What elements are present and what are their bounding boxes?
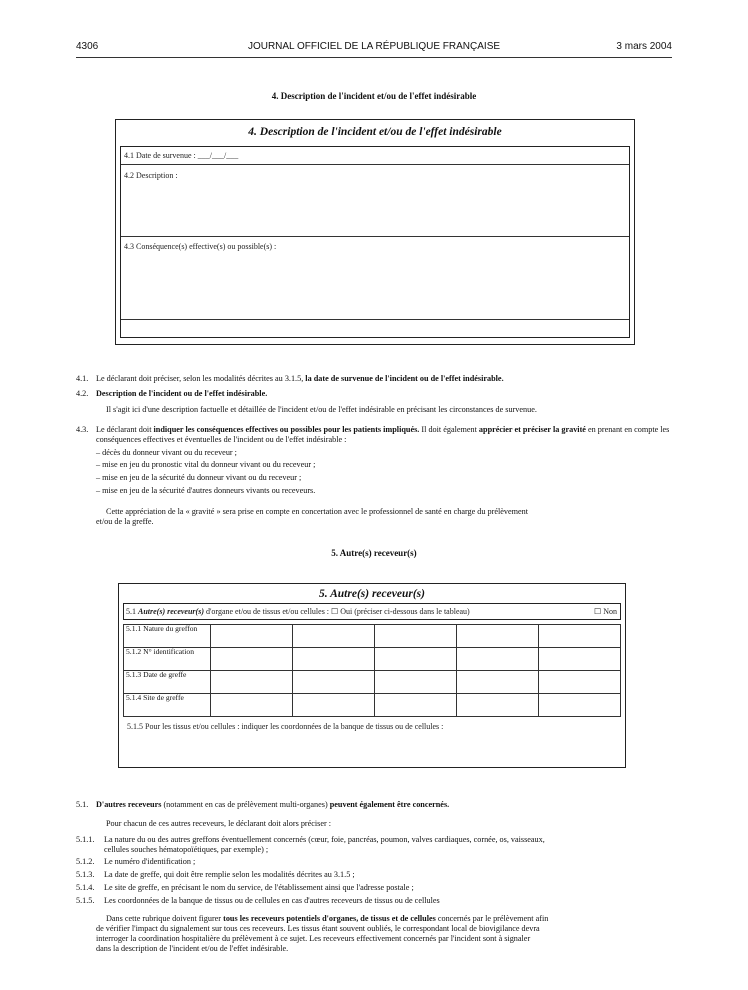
final-paragraph-line: dans la description de l'incident et/ou de l'effet indésirable. <box>96 944 289 953</box>
row-label: 5.1.2 N° identification <box>124 648 211 671</box>
journal-title: JOURNAL OFFICIEL DE LA RÉPUBLIQUE FRANÇAISE <box>247 41 501 52</box>
item-num: 5.1.1. <box>76 835 95 844</box>
gravite-note-cont: et/ou de la greffe. <box>96 517 154 526</box>
page-number: 4306 <box>76 41 99 52</box>
field-consequences: 4.3 Conséquence(s) effective(s) ou possible(s) : <box>124 242 277 251</box>
item-num: 5.1.4. <box>76 883 95 892</box>
gravite-note: Cette appréciation de la « gravité » sera prise en compte en concertation avec le professionnel de santé en charge du prélèvement <box>106 507 529 516</box>
table-row <box>124 694 621 717</box>
field-description: 4.2 Description : <box>124 171 178 180</box>
note-5-intro: Pour chacun de ces autres receveurs, le déclarant doit alors préciser : <box>106 819 332 828</box>
row-5-1-5: 5.1.5 Pour les tissus et/ou cellules : indiquer les coordonnées de la banque de tissus ou de cellules : <box>127 722 444 731</box>
list-item: La date de greffe, qui doit être remplie selon les modalités décrites au 3.1.5 ; <box>104 870 355 879</box>
bullet-item: – mise en jeu de la sécurité du donneur vivant ou du receveur ; <box>96 473 302 482</box>
section4-form-fields <box>120 146 630 338</box>
recipients-table <box>123 624 621 717</box>
note-4-1: Le déclarant doit préciser, selon les modalités décrites au 3.1.5, la date de survenue de l'incident ou de l'effet indésirable. <box>96 374 504 383</box>
item-num: 5.1.3. <box>76 870 95 879</box>
table-row <box>124 648 621 671</box>
list-item: La nature du ou des autres greffons éventuellement concernés (cœur, foie, pancréas, poumon, valves cardiaques, cornée, os, vaisseaux, <box>104 835 545 844</box>
note-num: 4.1. <box>76 374 89 383</box>
note-num: 5.1. <box>76 800 89 809</box>
note-4-2-title: Description de l'incident ou de l'effet indésirable. <box>96 389 268 398</box>
final-paragraph-line: interroger la coordination hospitalière du prélèvement à ce sujet. Les receveurs effectivement concernés par l'incident sont à signaler <box>96 934 531 943</box>
list-item: Le site de greffe, en précisant le nom du service, de l'établissement ainsi que l'adresse postale ; <box>104 883 414 892</box>
table-row <box>124 671 621 694</box>
bullet-item: – mise en jeu du pronostic vital du donneur vivant ou du receveur ; <box>96 460 316 469</box>
header-rule <box>76 57 672 58</box>
note-5-1: D'autres receveurs (notamment en cas de prélèvement multi-organes) peuvent également être concernés. <box>96 800 450 809</box>
note-num: 4.3. <box>76 425 89 434</box>
bullet-item: – mise en jeu de la sécurité d'autres donneurs vivants ou receveurs. <box>96 486 316 495</box>
row-label: 5.1.1 Nature du greffon <box>124 625 211 648</box>
issue-date: 3 mars 2004 <box>616 41 672 52</box>
list-item: Le numéro d'identification ; <box>104 857 196 866</box>
field-date-survenue: 4.1 Date de survenue : ___/___/___ <box>124 151 239 160</box>
note-4-3: Le déclarant doit indiquer les conséquences effectives ou possibles pour les patients impliqués. Il doit également apprécier et préciser la gravité en prenant en compte les conséquences effectives et éventuelles de l'incident ou de l'effet indésirable : <box>96 425 670 444</box>
list-item: Les coordonnées de la banque de tissus ou de cellules en cas d'autres receveurs de tissus ou de cellules <box>104 896 440 905</box>
section5-heading: 5. Autre(s) receveur(s) <box>331 548 417 558</box>
note-4-2-text: Il s'agit ici d'une description factuelle et détaillée de l'incident et/ou de l'effet indésirable en précisant les circonstances de survenue. <box>106 405 537 414</box>
section4-form <box>115 119 635 345</box>
row-5-1-non: ☐ Non <box>594 607 617 616</box>
row-label: 5.1.3 Date de greffe <box>124 671 211 694</box>
list-item: cellules souches hématopoïétiques, par exemple) ; <box>104 845 269 854</box>
section4-form-title: 4. Description de l'incident et/ou de l'effet indésirable <box>248 126 502 138</box>
section5-form <box>118 583 626 768</box>
item-num: 5.1.5. <box>76 896 95 905</box>
section4-heading: 4. Description de l'incident et/ou de l'effet indésirable <box>271 91 477 101</box>
bullet-item: – décès du donneur vivant ou du receveur ; <box>96 448 237 457</box>
note-num: 4.2. <box>76 389 89 398</box>
item-num: 5.1.2. <box>76 857 95 866</box>
final-paragraph-line: de vérifier l'impact du signalement sur tous ces receveurs. Les tissus étant souvent oubliés, le correspondant local de biovigilance devra <box>96 924 540 933</box>
section5-form-title: 5. Autre(s) receveur(s) <box>319 588 425 600</box>
final-paragraph: Dans cette rubrique doivent figurer tous les receveurs potentiels d'organes, de tissus et de cellules concernés par le prélèvement afin <box>106 914 549 923</box>
row-5-1: 5.1 Autre(s) receveur(s) d'organe et/ou de tissus et/ou cellules : ☐ Oui (préciser ci-dessous dans le tableau) ☐ Non <box>123 603 621 620</box>
row-label: 5.1.4 Site de greffe <box>124 694 211 717</box>
table-row <box>124 625 621 648</box>
